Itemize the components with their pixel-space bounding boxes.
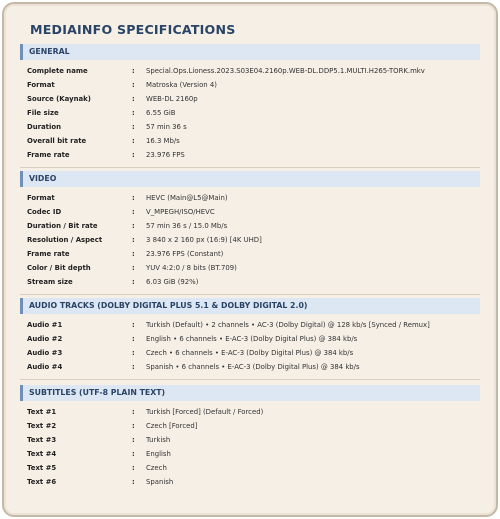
spec-row bbox=[27, 420, 477, 432]
spec-value: HEVC (Main@L5@Main) bbox=[146, 194, 228, 202]
spec-value: 57 min 36 s bbox=[146, 123, 187, 131]
spec-label: Color / Bit depth bbox=[27, 264, 91, 272]
spec-row bbox=[27, 448, 477, 460]
spec-label: Audio #4 bbox=[27, 363, 63, 371]
spec-value: Turkish bbox=[146, 436, 171, 444]
section-header-4: SUBTITLES (UTF-8 PLAIN TEXT) bbox=[20, 385, 480, 401]
spec-value: Turkish (Default) • 2 channels • AC-3 (Dolby Digital) @ 128 kb/s [Synced / Remux] bbox=[146, 321, 430, 329]
spec-separator: : bbox=[132, 208, 135, 216]
spec-label: Resolution / Aspect bbox=[27, 236, 103, 244]
spec-separator: : bbox=[132, 450, 135, 458]
spec-value: 23.976 FPS bbox=[146, 151, 185, 159]
spec-value: Czech • 6 channels • E-AC-3 (Dolby Digital Plus) @ 384 kb/s bbox=[146, 349, 354, 357]
spec-label: Text #5 bbox=[27, 464, 57, 472]
spec-separator: : bbox=[132, 250, 135, 258]
spec-separator: : bbox=[132, 109, 135, 117]
spec-value: 57 min 36 s / 15.0 Mb/s bbox=[146, 222, 228, 230]
spec-label: Stream size bbox=[27, 278, 73, 286]
section-divider bbox=[20, 167, 480, 168]
spec-label: Text #6 bbox=[27, 478, 57, 486]
spec-row bbox=[27, 262, 477, 274]
spec-separator: : bbox=[132, 123, 135, 131]
spec-value: 6.55 GiB bbox=[146, 109, 176, 117]
spec-value: English bbox=[146, 450, 171, 458]
page-title: MEDIAINFO SPECIFICATIONS bbox=[30, 22, 236, 37]
spec-separator: : bbox=[132, 464, 135, 472]
spec-value: Special.Ops.Lioness.2023.S03E04.2160p.WEB-DL.DDP5.1.MULTI.H265-TORK.mkv bbox=[146, 67, 425, 75]
spec-value: V_MPEGH/ISO/HEVC bbox=[146, 208, 215, 216]
spec-label: Overall bit rate bbox=[27, 137, 87, 145]
spec-label: Frame rate bbox=[27, 250, 70, 258]
spec-row bbox=[27, 476, 477, 488]
spec-separator: : bbox=[132, 363, 135, 371]
spec-row bbox=[27, 319, 477, 331]
spec-label: Audio #2 bbox=[27, 335, 63, 343]
spec-row bbox=[27, 462, 477, 474]
spec-separator: : bbox=[132, 236, 135, 244]
spec-label: Text #4 bbox=[27, 450, 57, 458]
spec-label: Frame rate bbox=[27, 151, 70, 159]
spec-value: Czech bbox=[146, 464, 167, 472]
spec-row bbox=[27, 220, 477, 232]
spec-separator: : bbox=[132, 278, 135, 286]
spec-value: Spanish • 6 channels • E-AC-3 (Dolby Digital Plus) @ 384 kb/s bbox=[146, 363, 360, 371]
spec-value: 23.976 FPS (Constant) bbox=[146, 250, 224, 258]
spec-row bbox=[27, 192, 477, 204]
spec-label: Complete name bbox=[27, 67, 88, 75]
spec-label: Text #2 bbox=[27, 422, 57, 430]
section-header-2: VIDEO bbox=[20, 171, 480, 187]
spec-label: Format bbox=[27, 81, 55, 89]
spec-label: Audio #3 bbox=[27, 349, 63, 357]
spec-value: 6.03 GiB (92%) bbox=[146, 278, 199, 286]
spec-separator: : bbox=[132, 151, 135, 159]
spec-separator: : bbox=[132, 81, 135, 89]
spec-row bbox=[27, 79, 477, 91]
spec-row bbox=[27, 276, 477, 288]
spec-row bbox=[27, 121, 477, 133]
spec-row bbox=[27, 65, 477, 77]
spec-value: Spanish bbox=[146, 478, 174, 486]
spec-label: Codec ID bbox=[27, 208, 62, 216]
spec-value: WEB-DL 2160p bbox=[146, 95, 198, 103]
spec-label: Duration bbox=[27, 123, 61, 131]
spec-row bbox=[27, 434, 477, 446]
spec-row bbox=[27, 234, 477, 246]
spec-separator: : bbox=[132, 67, 135, 75]
spec-separator: : bbox=[132, 264, 135, 272]
spec-separator: : bbox=[132, 349, 135, 357]
spec-value: Czech [Forced] bbox=[146, 422, 198, 430]
spec-row bbox=[27, 361, 477, 373]
spec-separator: : bbox=[132, 436, 135, 444]
spec-separator: : bbox=[132, 137, 135, 145]
section-header-3: AUDIO TRACKS (DOLBY DIGITAL PLUS 5.1 & DOLBY DIGITAL 2.0) bbox=[20, 298, 480, 314]
spec-row bbox=[27, 135, 477, 147]
spec-separator: : bbox=[132, 194, 135, 202]
spec-value: Turkish [Forced] (Default / Forced) bbox=[146, 408, 264, 416]
spec-row bbox=[27, 333, 477, 345]
spec-value: YUV 4:2:0 / 8 bits (BT.709) bbox=[146, 264, 237, 272]
spec-value: 16.3 Mb/s bbox=[146, 137, 180, 145]
spec-label: Format bbox=[27, 194, 55, 202]
spec-separator: : bbox=[132, 422, 135, 430]
spec-separator: : bbox=[132, 222, 135, 230]
spec-row bbox=[27, 248, 477, 260]
spec-row bbox=[27, 149, 477, 161]
section-header-1: GENERAL bbox=[20, 44, 480, 60]
spec-row bbox=[27, 347, 477, 359]
spec-label: Audio #1 bbox=[27, 321, 63, 329]
spec-label: Duration / Bit rate bbox=[27, 222, 98, 230]
spec-separator: : bbox=[132, 335, 135, 343]
spec-value: 3 840 x 2 160 px (16:9) [4K UHD] bbox=[146, 236, 262, 244]
spec-value: Matroska (Version 4) bbox=[146, 81, 217, 89]
spec-label: File size bbox=[27, 109, 59, 117]
spec-row bbox=[27, 107, 477, 119]
spec-label: Text #1 bbox=[27, 408, 57, 416]
spec-row bbox=[27, 406, 477, 418]
spec-separator: : bbox=[132, 321, 135, 329]
spec-value: English • 6 channels • E-AC-3 (Dolby Digital Plus) @ 384 kb/s bbox=[146, 335, 358, 343]
spec-row bbox=[27, 206, 477, 218]
spec-label: Source (Kaynak) bbox=[27, 95, 91, 103]
spec-label: Text #3 bbox=[27, 436, 57, 444]
spec-row bbox=[27, 93, 477, 105]
spec-separator: : bbox=[132, 95, 135, 103]
spec-separator: : bbox=[132, 478, 135, 486]
spec-separator: : bbox=[132, 408, 135, 416]
section-divider bbox=[20, 379, 480, 380]
section-divider bbox=[20, 294, 480, 295]
